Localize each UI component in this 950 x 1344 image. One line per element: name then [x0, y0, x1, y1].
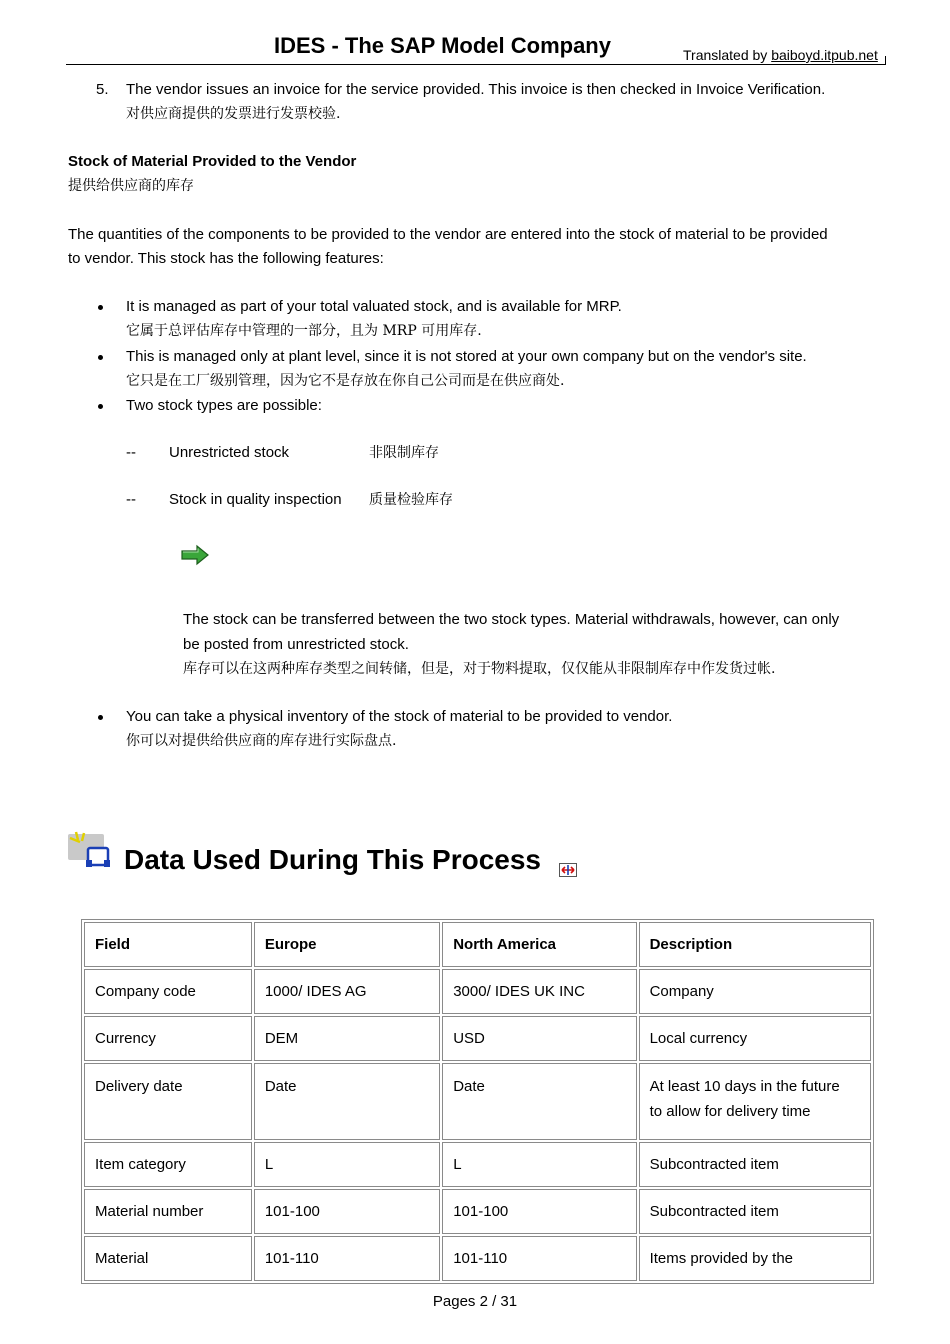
- bullet-text-cn: 它属于总评估库存中管理的一部分，且为 MRP 可用库存.: [126, 323, 482, 339]
- step-text-cn: 对供应商提供的发票进行发票校验.: [126, 106, 341, 122]
- green-arrow-icon: [180, 544, 210, 566]
- column-header: Europe: [254, 922, 440, 967]
- intro-paragraph-line-2: to vendor. This stock has the following features:: [68, 250, 384, 267]
- note-cn: 库存可以在这两种库存类型之间转储，但是，对于物料提取，仅仅能从非限制库存中作发货过帐.: [183, 661, 776, 677]
- translator-link[interactable]: baiboyd.itpub.net: [771, 47, 878, 63]
- step-number: 5.: [96, 81, 109, 98]
- table-cell: Item category: [84, 1142, 252, 1187]
- table-cell: Currency: [84, 1016, 252, 1061]
- column-header: Field: [84, 922, 252, 967]
- bullet-text: It is managed as part of your total valuated stock, and is available for MRP.: [126, 298, 622, 315]
- bullet-text: Two stock types are possible:: [126, 397, 322, 414]
- table-cell: Company: [639, 969, 871, 1014]
- note-line-1: The stock can be transferred between the two stock types. Material withdrawals, however, can only: [183, 611, 840, 628]
- table-row: [84, 1236, 871, 1281]
- table-cell: Subcontracted item: [639, 1142, 871, 1187]
- document-title: IDES - The SAP Model Company: [274, 33, 611, 58]
- table-cell: L: [442, 1142, 636, 1187]
- table-cell: 3000/ IDES UK INC: [442, 969, 636, 1014]
- intro-paragraph-line-1: The quantities of the components to be provided to the vendor are entered into the stock of material to be provided: [68, 226, 828, 243]
- bullet-text-cn: 你可以对提供给供应商的库存进行实际盘点.: [126, 733, 397, 749]
- section-heading-cn: 提供给供应商的库存: [68, 178, 194, 194]
- stock-type-name: Stock in quality inspection: [169, 491, 342, 508]
- translator-credit: [683, 47, 878, 63]
- table-cell: DEM: [254, 1016, 440, 1061]
- bullet-text: You can take a physical inventory of the stock of material to be provided to vendor.: [126, 708, 673, 725]
- table-row: [84, 1142, 871, 1187]
- table-cell: 101-110: [442, 1236, 636, 1281]
- table-cell: L: [254, 1142, 440, 1187]
- data-section-icon: [66, 830, 112, 874]
- table-cell: Date: [254, 1063, 440, 1140]
- table-row: [84, 969, 871, 1014]
- table-cell-line: At least 10 days in the future: [649, 1078, 840, 1095]
- table-row: [84, 1063, 871, 1140]
- bullet-text-cn: 它只是在工厂级别管理，因为它不是存放在你自己公司而是在供应商处.: [126, 373, 565, 389]
- table-cell: USD: [442, 1016, 636, 1061]
- stock-type-cn: 质量检验库存: [369, 492, 453, 508]
- table-cell: Company code: [84, 969, 252, 1014]
- bullet-dot: [98, 355, 103, 360]
- table-cell: Date: [442, 1063, 636, 1140]
- header-divider: [66, 64, 886, 65]
- table-cell: Material number: [84, 1189, 252, 1234]
- step-text: The vendor issues an invoice for the service provided. This invoice is then checked in Invoice Verification.: [126, 81, 826, 98]
- table-cell: Local currency: [639, 1016, 871, 1061]
- table-cell-line: to allow for delivery time: [649, 1103, 811, 1120]
- table-cell: Subcontracted item: [639, 1189, 871, 1234]
- table-cell: [639, 1063, 871, 1140]
- header-divider-tick: [885, 56, 886, 65]
- table-row: [84, 1189, 871, 1234]
- table-cell: 101-100: [442, 1189, 636, 1234]
- stock-type-name: Unrestricted stock: [169, 444, 290, 461]
- table-cell: Items provided by the: [639, 1236, 871, 1281]
- table-cell: 1000/ IDES AG: [254, 969, 440, 1014]
- stock-type-dash: --: [126, 444, 136, 461]
- expand-icon[interactable]: [559, 863, 577, 877]
- column-header: North America: [442, 922, 636, 967]
- data-section-title: Data Used During This Process: [124, 844, 542, 875]
- bullet-dot: [98, 715, 103, 720]
- page-number: Pages 2 / 31: [432, 1293, 518, 1310]
- bullet-text: This is managed only at plant level, since it is not stored at your own company but on the vendor's site.: [126, 348, 807, 365]
- table-cell: Material: [84, 1236, 252, 1281]
- table-header-row: [84, 922, 871, 967]
- table-cell: 101-110: [254, 1236, 440, 1281]
- stock-type-cn: 非限制库存: [369, 445, 439, 461]
- bullet-dot: [98, 305, 103, 310]
- stock-type-dash: --: [126, 491, 136, 508]
- bullet-dot: [98, 404, 103, 409]
- table-cell: 101-100: [254, 1189, 440, 1234]
- data-table: [81, 919, 874, 1284]
- table-row: [84, 1016, 871, 1061]
- section-heading: Stock of Material Provided to the Vendor: [68, 153, 357, 170]
- column-header: Description: [639, 922, 871, 967]
- note-line-2: be posted from unrestricted stock.: [183, 636, 409, 653]
- table-cell: Delivery date: [84, 1063, 252, 1140]
- translator-prefix: Translated by: [683, 47, 772, 63]
